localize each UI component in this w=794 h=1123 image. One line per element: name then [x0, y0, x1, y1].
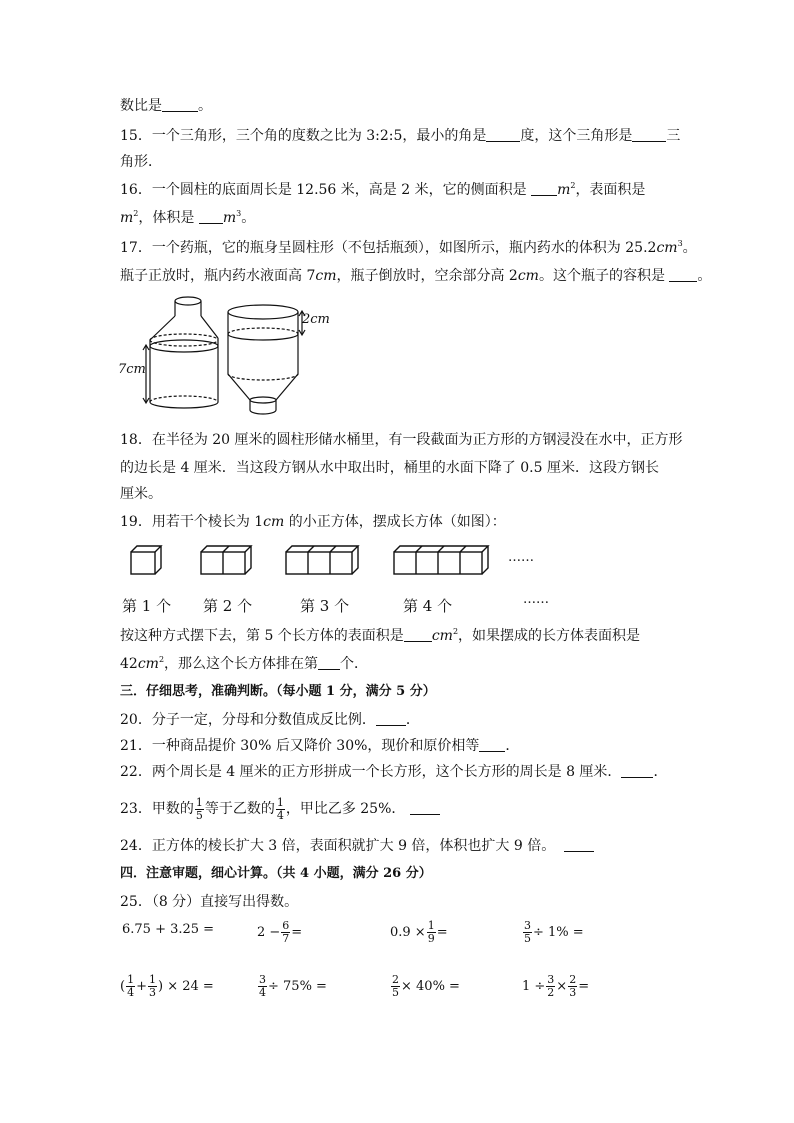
- question-22: 22．两个周长是 4 厘米的正方形拼成一个长方形，这个长方形的周长是 8 厘米． ．: [120, 764, 668, 780]
- calc-5: ( $\frac{1}{4}$ + $\frac{1}{3}$ ) × 24 =: [120, 973, 214, 999]
- question-16: 16．一个圆柱的底面周长是 12.56 米，高是 2 米，它的侧面积是 $m^2$，表面积是: [120, 181, 646, 198]
- question-19-cont2: $42cm^2$，那么这个长方体排在第 个．: [120, 655, 369, 672]
- question-17: 17．一个药瓶，它的瓶身呈圆柱形（不包括瓶颈），如图所示，瓶内药水的体积为 $25.2cm^3$。: [120, 239, 697, 256]
- label-2: 第 2 个: [203, 597, 253, 615]
- answer-blank[interactable]: [404, 627, 432, 642]
- answer-blank[interactable]: [564, 837, 594, 852]
- question-24: 24．正方体的棱长扩大 3 倍，表面积就扩大 9 倍，体积也扩大 9 倍。: [120, 836, 594, 856]
- question-18-cont2: 厘米。: [120, 486, 162, 502]
- fraction: $\frac{1}{5}$: [195, 795, 203, 822]
- answer-blank[interactable]: [632, 127, 666, 142]
- question-20: 20．分子一定，分母和分数值成反比例． ．: [120, 712, 420, 728]
- answer-blank[interactable]: [621, 763, 653, 778]
- question-18: 18．在半径为 20 厘米的圆柱形储水桶里，有一段截面为正方形的方钢浸没在水中，正方形: [120, 432, 683, 448]
- question-18-cont: 的边长是 4 厘米．当这段方钢从水中取出时，桶里的水面下降了 0.5 厘米．这段方钢长: [120, 460, 659, 476]
- question-21: 21．一种商品提价 30% 后又降价 30%，现价和原价相等 ．: [120, 738, 520, 754]
- answer-blank[interactable]: [486, 127, 520, 142]
- answer-blank[interactable]: [376, 711, 406, 726]
- section-4-heading: 四．注意审题，细心计算。（共 4 小题，满分 26 分）: [120, 866, 432, 881]
- calc-8: 1 ÷ $\frac{3}{2}$ × $\frac{2}{3}$ =: [522, 973, 590, 999]
- question-19: 19．用若干个棱长为 1cm 的小正方体，摆成长方体（如图）：: [120, 514, 506, 530]
- calc-7: $\frac{2}{5}$ × 40% =: [392, 973, 460, 999]
- question-15: 15．一个三角形，三个角的度数之比为 3:2:5，最小的角是 度，这个三角形是 三: [120, 128, 681, 144]
- ellipsis-bottom: ……: [523, 592, 549, 607]
- cuboid-sequence-figure: [126, 540, 506, 582]
- calc-1: 6.75 + 3.25 =: [122, 922, 215, 937]
- calc-3: 0.9 × $\frac{1}{9}$ =: [390, 919, 448, 945]
- answer-blank[interactable]: [410, 800, 440, 815]
- question-19-cont: 按这种方式摆下去，第 5 个长方体的表面积是 $cm^2$，如果摆成的长方体表面积是: [120, 627, 641, 644]
- fraction: $\frac{1}{4}$: [276, 795, 284, 822]
- answer-blank[interactable]: [318, 655, 340, 670]
- ellipsis-top: ……: [508, 550, 534, 565]
- label-7cm: 7cm: [118, 362, 146, 377]
- bottle-figure: [118, 290, 348, 420]
- calc-2: 2 − $\frac{6}{7}$ =: [257, 919, 303, 945]
- answer-blank[interactable]: [669, 267, 697, 282]
- answer-blank[interactable]: [199, 209, 223, 224]
- question-16-cont: $m^2$，体积是 $m^3$。: [120, 209, 256, 226]
- label-1: 第 1 个: [122, 597, 172, 615]
- answer-blank[interactable]: [162, 97, 198, 112]
- answer-blank[interactable]: [479, 737, 505, 752]
- label-2cm: 2cm: [302, 312, 330, 327]
- question-15-cont: 角形．: [120, 154, 162, 170]
- question-17-cont: 瓶子正放时，瓶内药水液面高 7cm，瓶子倒放时，空余部分高 2cm。这个瓶子的容积是 。: [120, 268, 712, 284]
- question-25-title: 25．（8 分）直接写出得数。: [120, 894, 299, 910]
- answer-blank[interactable]: [531, 181, 557, 196]
- calc-4: $\frac{3}{5}$ ÷ 1% =: [524, 919, 584, 945]
- label-4: 第 4 个: [403, 597, 453, 615]
- question-23: 23．甲数的 $\frac{1}{5}$ 等于乙数的 $\frac{1}{4}$ ，甲比乙多 25%．: [120, 794, 440, 824]
- label-3: 第 3 个: [300, 597, 350, 615]
- section-3-heading: 三．仔细思考，准确判断。（每小题 1 分，满分 5 分）: [120, 684, 436, 699]
- calc-6: $\frac{3}{4}$ ÷ 75% =: [259, 973, 327, 999]
- q14-tail: 数比是 。: [120, 98, 212, 114]
